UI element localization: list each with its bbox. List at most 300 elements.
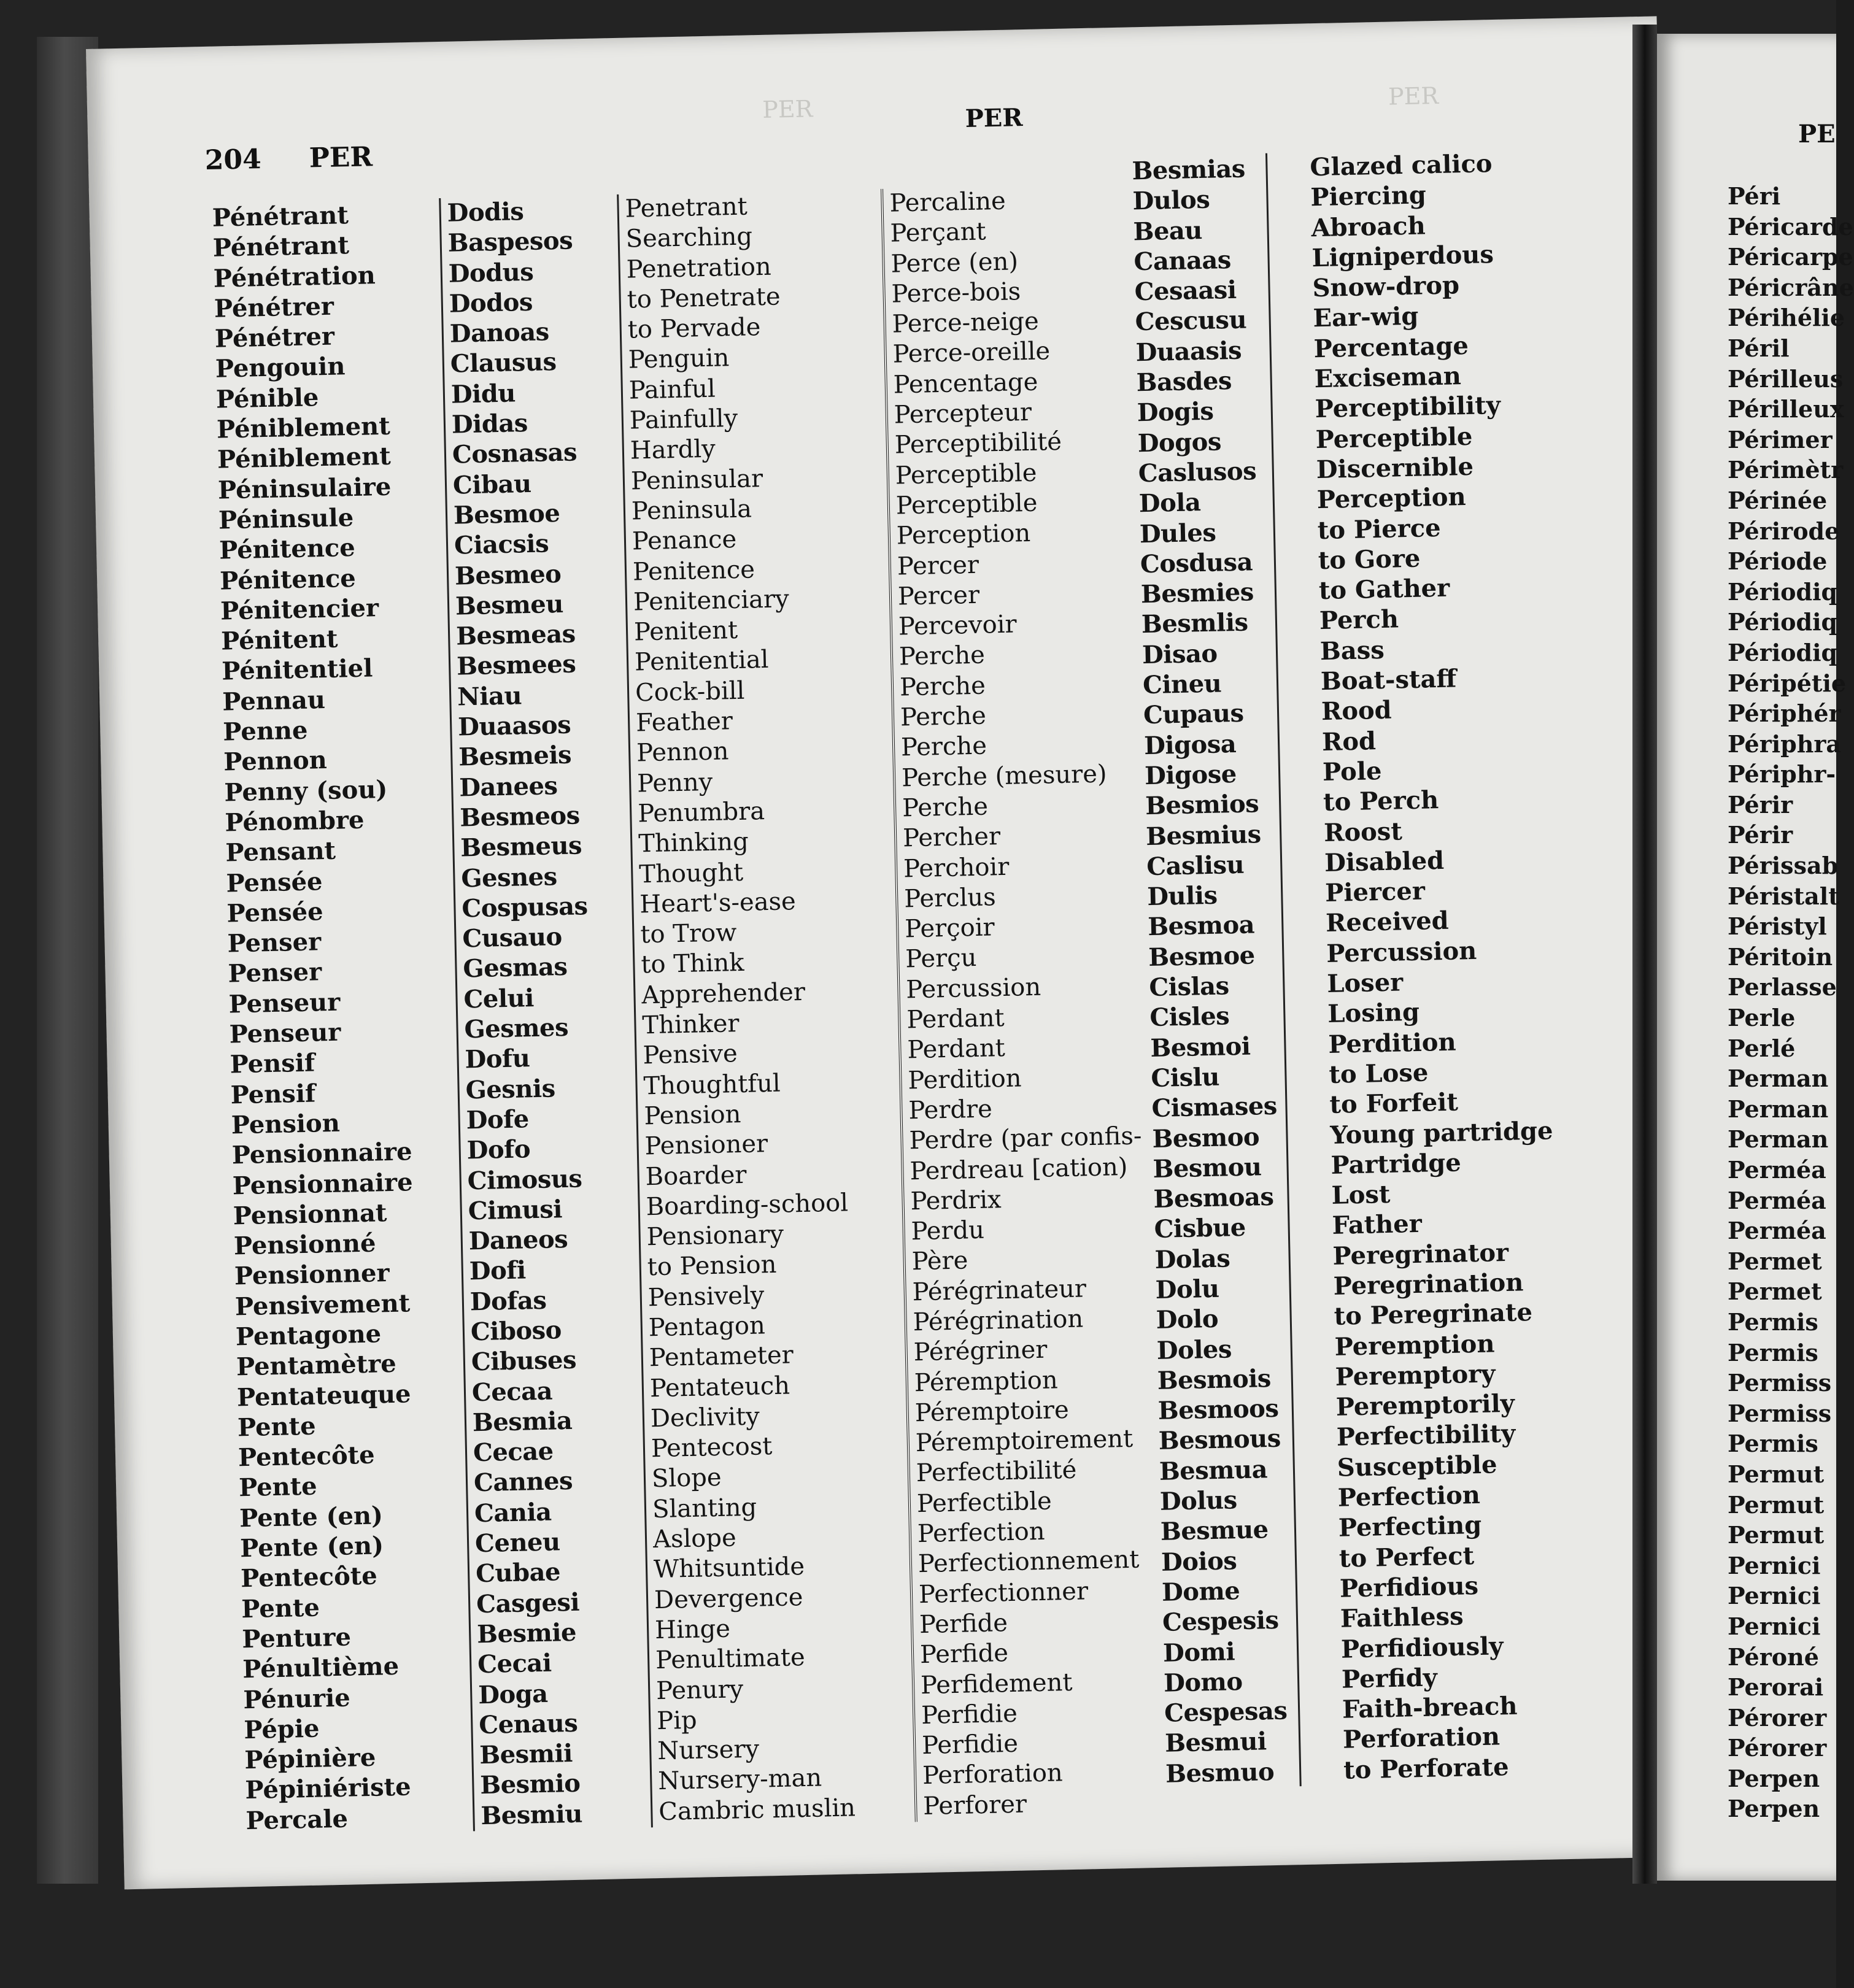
code-word: Besmoe [453,498,560,530]
english-translation: Hardly [630,435,716,465]
bleed-through-head-left: PER [762,95,813,123]
french-headword: Pénultième [242,1652,400,1684]
french-headword: Permut [1728,1460,1825,1488]
code-word: Besmii [479,1739,573,1770]
english-translation: Peremptory [1335,1359,1496,1392]
english-translation: Thought [638,858,744,888]
french-headword: Perfidie [921,1729,1019,1760]
code-word: Cosdusa [1140,547,1253,579]
french-headword: Pernici [1728,1612,1821,1640]
english-translation: Penury [655,1674,744,1705]
english-translation: Ligniperdous [1311,239,1494,273]
english-translation: Pensive [643,1039,738,1070]
french-headword: Perche [898,641,986,671]
english-translation: Penetration [626,252,772,284]
french-headword: Perfection [917,1517,1045,1549]
french-headword: Péricrâne [1728,273,1854,301]
english-translation: Penitential [634,645,769,677]
french-headword: Penture [241,1622,352,1654]
french-headword: Percer [897,550,979,581]
english-translation: Faith-breach [1342,1691,1518,1724]
code-word: Dofe [466,1104,530,1135]
code-word: Cosnasas [452,437,577,470]
english-translation: to Pervade [627,313,761,344]
french-headword: Période [1728,547,1828,576]
left-page [86,16,1695,1889]
french-headword: Penser [227,927,322,958]
code-word: Dodis [447,197,524,228]
code-word: Cenaus [478,1708,578,1740]
english-translation: Thinking [638,827,749,858]
french-headword: Perfide [919,1639,1009,1670]
code-word: Cospusas [461,892,588,923]
french-headword: Perce-neige [892,307,1040,339]
english-translation: Lost [1331,1179,1391,1210]
french-headword: Pérégrinateur [912,1274,1087,1306]
column-english-b [1310,148,1567,1786]
french-headword: Pennon [223,746,328,777]
english-translation: Perceptibility [1315,391,1501,424]
french-headword: Perchoir [903,852,1010,883]
french-headword: Perfectionnement [917,1545,1140,1579]
code-word: Besmeus [460,831,582,863]
code-word: Dolus [1159,1485,1238,1516]
french-headword: Percepteur [894,398,1032,430]
code-word: Besmoa [1147,910,1255,942]
french-headword: Pénétrer [214,291,334,323]
english-translation: Thoughtful [643,1069,781,1100]
english-translation: to Perforate [1343,1752,1510,1785]
french-headword: Permiss [1728,1369,1832,1397]
french-headword: Pérégriner [913,1335,1048,1367]
english-translation: to Penetrate [627,282,781,314]
french-headword: Péninsule [218,503,354,535]
french-headword: Perce-oreille [892,337,1051,369]
code-word: Clausus [450,347,557,379]
french-headword: Pénible [215,382,319,414]
english-translation: Slanting [652,1493,757,1524]
code-word: Gesmas [463,952,568,984]
french-headword: Permut [1728,1490,1825,1519]
french-headword: Pépinière [244,1743,376,1775]
code-word: Besmius [1145,819,1262,851]
code-word: Besmoi [1149,1031,1251,1063]
code-word: Cusauo [462,922,563,954]
french-headword: Perdrix [910,1185,1002,1216]
code-word: Digosa [1143,729,1237,760]
french-headword: Pénurie [242,1683,351,1714]
french-headword: Penseur [228,987,341,1019]
english-translation: Perfidy [1341,1663,1438,1694]
code-word: Cescusu [1135,305,1247,337]
code-word: Cislas [1148,971,1230,1003]
english-translation: Father [1332,1209,1423,1241]
english-translation: Rod [1321,726,1377,757]
english-translation: Cambric muslin [658,1793,856,1826]
code-word: Cisles [1149,1001,1230,1033]
french-headword: Perdant [906,1004,1005,1034]
french-headword: Perpen [1728,1764,1820,1792]
french-headword: Pentagone [235,1319,382,1352]
english-translation: Pentateuch [649,1371,790,1403]
french-headword: Pente [237,1411,317,1443]
english-translation: Snow-drop [1312,271,1460,303]
english-translation: Partridge [1331,1148,1462,1180]
french-headword: Père [911,1246,968,1276]
french-headword: Périmer [1728,425,1833,453]
french-headword: Pente (en) [239,1531,384,1563]
english-translation: Hinge [654,1614,731,1645]
english-translation: to Trow [639,919,737,949]
code-word: Celui [463,983,535,1014]
english-translation: Rood [1321,696,1392,726]
french-headword: Perçant [890,217,987,248]
code-word: Cecae [473,1436,554,1468]
english-translation: Perfecting [1338,1511,1482,1543]
code-word: Beau [1133,215,1203,246]
english-translation: Losing [1327,998,1420,1029]
code-word: Besmoe [1148,941,1256,972]
english-translation: Penetrant [625,192,748,223]
english-translation: to Pension [647,1250,777,1282]
french-headword: Perfidie [921,1699,1018,1730]
code-word: Besmoo [1152,1122,1260,1154]
code-word: Besmiu [480,1799,583,1830]
english-translation: Painfully [629,404,738,435]
code-word: Besmeu [455,589,564,621]
english-translation: Peregrination [1333,1268,1524,1301]
english-translation: Penny [636,768,713,798]
code-word: Canaas [1134,245,1232,277]
french-headword: Penne [222,715,308,747]
code-word: Cibau [452,469,531,500]
french-headword: Pénétrant [212,231,350,263]
code-word: Disao [1141,639,1218,669]
code-word: Besmees [456,649,576,682]
english-translation: Perdition [1327,1027,1456,1059]
english-translation: Pentameter [649,1341,794,1373]
french-headword: Pensant [225,836,336,868]
code-word: Gesnes [460,861,558,893]
french-headword: Perche (mesure) [901,760,1107,793]
french-headword: Pensif [230,1079,316,1110]
french-headword: Pérorer [1728,1734,1827,1762]
code-word: Besmies [1140,577,1254,609]
french-headword: Percussion [905,973,1041,1004]
english-translation: Disabled [1324,846,1445,877]
french-headword: Péniblement [217,442,392,475]
code-word: Dules [1139,518,1216,549]
page-number: 204 [204,144,262,176]
code-word: Daneos [468,1225,568,1256]
code-word: Besmeos [459,801,581,833]
french-headword: Perceptible [895,488,1038,520]
code-word: Cupaus [1143,699,1244,730]
code-word: Cespesis [1162,1606,1280,1638]
english-translation: Penitenciary [633,585,790,617]
code-word: Besmios [1145,789,1259,821]
english-translation: Pennon [636,737,729,768]
french-headword: Pensionnaire [231,1137,412,1170]
french-headword: Perméa [1728,1156,1826,1184]
french-headword: Pernici [1728,1551,1821,1579]
french-headword: Permiss [1728,1399,1832,1427]
french-headword: Périnée [1728,486,1828,514]
french-headword: Pentamètre [236,1349,397,1382]
english-translation: Cock-bill [635,676,745,707]
english-translation: Peremptorily [1335,1389,1515,1422]
code-word: Dogis [1137,397,1214,428]
code-word: Duaasos [457,710,571,742]
code-word: Dogos [1137,427,1222,458]
code-word: Cesaasi [1134,275,1237,307]
french-headword: Perfide [919,1609,1008,1639]
english-translation: Perforation [1342,1722,1501,1755]
english-translation: Pension [644,1100,741,1131]
code-word: Besmie [476,1617,577,1649]
bleed-through-head-right: PER [1388,82,1439,110]
english-translation: Percentage [1313,331,1469,363]
english-translation: Nursery [657,1735,760,1766]
code-word: Casgesi [476,1587,580,1619]
french-headword: Percale [245,1804,349,1835]
french-headword: Perman [1728,1065,1829,1093]
english-translation: Declivity [650,1402,760,1433]
french-headword: Perce (en) [890,247,1019,279]
french-headword: Pensivement [234,1289,411,1322]
code-word: Dulos [1132,185,1210,216]
french-headword: Pénétrer [214,322,335,353]
code-word: Dolo [1156,1304,1219,1335]
code-word: Caslusos [1138,457,1257,488]
french-headword: Péremptoire [914,1395,1070,1428]
code-word: Digose [1144,759,1237,791]
code-word: Besmia [472,1406,573,1438]
french-headword: Perdition [908,1064,1022,1095]
french-headword: Penser [228,957,322,988]
french-headword: Perman [1728,1095,1829,1123]
french-headword: Péril [1728,334,1790,362]
french-headword: Pentecôte [240,1561,378,1593]
english-translation: Faithless [1340,1601,1464,1633]
french-headword: Percher [902,822,1001,853]
french-headword: Perpen [1728,1795,1820,1823]
code-word: Cineu [1142,669,1222,700]
column-english-a [617,190,861,1828]
code-word: Dola [1138,488,1201,518]
french-headword: Périrode [1728,517,1840,545]
french-headword: Pensionnaire [232,1167,414,1200]
french-headword: Perle [1728,1004,1796,1032]
french-headword: Pénitencier [220,593,379,626]
column-french-headwords-b [881,184,1156,1822]
code-word: Cubae [475,1557,561,1589]
french-headword: Pernici [1728,1582,1821,1610]
french-headword: Permet [1728,1247,1822,1275]
french-headword: Permis [1728,1308,1818,1336]
french-headword: Perceptibilité [894,428,1062,460]
french-headword: Pépiniériste [245,1772,411,1805]
code-word: Cismases [1151,1091,1278,1123]
english-translation: Penguin [628,344,730,375]
running-head: PER [309,141,373,174]
english-translation: to Forfeit [1329,1087,1459,1120]
column-code-words-b [1132,153,1302,1789]
french-headword: Perception [896,519,1031,550]
code-word: Cibuses [471,1346,577,1377]
english-translation: to Gather [1318,573,1450,606]
code-word: Gesmes [464,1012,569,1044]
code-word: Dofi [469,1255,527,1286]
english-translation: Perfidiously [1340,1631,1504,1664]
french-headword: Pencentage [893,368,1038,399]
french-headword: Péninsulaire [217,472,392,505]
french-headword: Pénétration [213,260,376,293]
english-translation: Percussion [1326,936,1477,968]
french-headword: Permet [1728,1277,1822,1306]
code-word: Cecai [477,1648,552,1679]
code-word: Danees [458,771,558,803]
english-translation: Devergence [654,1582,803,1614]
english-translation: Apprehender [641,977,806,1010]
english-translation: Whitsuntide [653,1552,805,1584]
english-translation: Perception [1316,482,1467,515]
french-headword: Pensionné [233,1228,376,1261]
book-edge [37,37,98,1884]
french-headword: Perceptible [895,458,1037,490]
french-headword: Pensionner [234,1258,390,1291]
french-headword: Penny (sou) [223,774,388,807]
french-headword: Perdant [906,1034,1006,1065]
column-french-headwords [212,199,426,1836]
french-headword: Percevoir [898,610,1018,641]
french-headword: Perforer [922,1790,1027,1820]
english-translation: Perfection [1337,1481,1481,1512]
english-translation: Young partridge [1330,1115,1553,1150]
french-headword: Permis [1728,1430,1818,1458]
french-headword: Perfectible [916,1487,1053,1518]
english-translation: Piercer [1324,876,1426,908]
english-translation: Penultimate [655,1643,806,1675]
english-translation: Heart's-ease [639,887,797,919]
english-translation: to Lose [1328,1058,1429,1089]
french-headword: Péricarpe [1728,243,1853,271]
french-headword: Perçoir [904,913,995,944]
english-translation: Piercing [1310,180,1427,212]
code-word: Danoas [449,317,550,349]
code-word: Ceneu [474,1527,561,1558]
french-headword: Perçu [905,944,977,974]
french-headword: Pénitent [220,624,338,656]
french-headword: Péroné [1728,1643,1819,1671]
english-translation: Susceptible [1337,1450,1497,1482]
english-translation: Perfidious [1339,1571,1479,1603]
french-headword: Pengouin [215,352,346,384]
code-word: Besmeas [455,619,576,651]
english-translation: Perfectibility [1336,1419,1516,1452]
english-translation: Received [1325,906,1450,938]
french-headword: Péri [1728,182,1781,210]
french-headword: Perdre [908,1095,993,1125]
french-headword: Pensionnat [233,1198,387,1231]
english-translation: Ear-wig [1313,302,1419,333]
code-word: Caslisu [1146,850,1245,881]
french-headword: Pente [238,1472,318,1503]
french-headword: Péremption [914,1365,1059,1397]
french-headword: Perfectionner [918,1577,1089,1609]
english-translation: Feather [635,707,733,738]
english-translation: to Peregrinate [1334,1298,1533,1331]
french-headword: Permis [1728,1338,1818,1366]
french-headword: Périodiq [1728,577,1838,606]
code-word: Dodus [448,257,534,288]
code-word: Besmou [1153,1152,1262,1184]
english-translation: Loser [1326,968,1404,998]
code-word: Doga [477,1679,549,1709]
french-headword: Périssab [1728,852,1839,880]
code-word: Besmui [1164,1727,1267,1759]
french-headword: Perfectibilité [916,1456,1077,1488]
french-headword: Perdre (par confis- [909,1122,1142,1155]
english-translation: Aslope [652,1524,737,1554]
english-translation: Abroach [1311,210,1426,242]
english-translation: Exciseman [1314,361,1462,394]
code-word: Dolas [1154,1244,1230,1274]
code-word: Baspesos [447,226,573,258]
english-translation: Perceptible [1315,422,1473,454]
french-headword: Perche [902,792,989,823]
english-translation: Pole [1322,756,1382,787]
code-word: Dodos [449,287,533,318]
french-headword: Pensif [230,1048,315,1079]
french-headword: Perforation [922,1759,1064,1790]
code-word: Doios [1161,1546,1237,1577]
code-word: Cimusi [468,1194,563,1226]
french-headword: Perman [1728,1125,1829,1154]
french-headword: Pérégrination [913,1304,1084,1337]
french-headword: Perclus [903,883,997,914]
french-headword: Perfidement [920,1668,1073,1700]
french-headword: Perméa [1728,1186,1826,1214]
french-headword: Pente (en) [239,1501,384,1533]
code-word: Besmous [1158,1424,1281,1456]
french-headword: Périphr- [1728,760,1836,788]
french-headword: Péritoin [1728,942,1833,971]
french-headword: Pension [231,1108,341,1140]
french-headword: Périlleux [1728,395,1844,423]
code-word: Ciacsis [454,529,549,560]
english-translation: Peregrinator [1332,1238,1509,1271]
english-translation: Pensionary [646,1220,784,1252]
english-translation: to Think [640,949,745,979]
french-headword: Périhélie [1728,304,1845,332]
french-headword: Pente [241,1593,320,1624]
code-word: Besmue [1160,1515,1269,1547]
french-headword: Péristalt [1728,882,1839,910]
code-word: Besmeo [454,559,562,591]
code-word: Cislu [1151,1062,1220,1093]
english-translation: Roost [1323,816,1403,847]
code-word: Cespesas [1164,1696,1288,1728]
english-translation: Penitence [632,555,755,587]
french-headword: Percer [897,580,980,611]
french-headword: Pennau [222,685,326,717]
code-word: Besmias [1132,154,1246,186]
english-translation: to Pierce [1317,513,1441,545]
english-translation: Discernible [1316,452,1474,485]
english-translation: Nursery-man [657,1763,822,1796]
code-word: Doles [1156,1334,1232,1365]
